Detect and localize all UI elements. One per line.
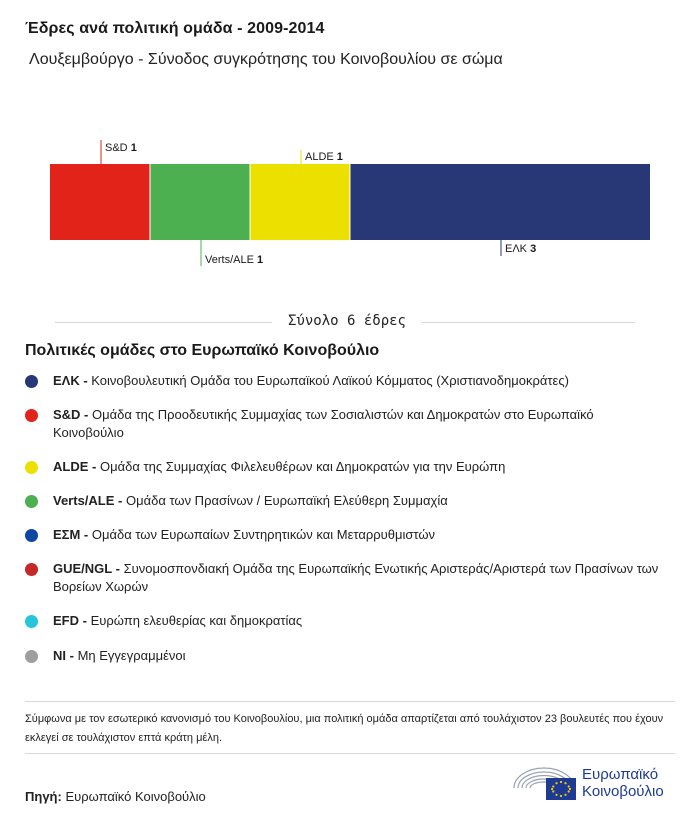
data-label-name: Verts/ALE	[205, 254, 257, 266]
legend-dot	[25, 461, 38, 474]
legend-title: Πολιτικές ομάδες στο Ευρωπαϊκό Κοινοβούλιο	[25, 342, 380, 359]
chart-subtitle: Λουξεμβούργο - Σύνοδος συγκρότησης του Κοινοβουλίου σε σώμα	[29, 51, 503, 68]
bar-segment-ελκ	[350, 164, 650, 240]
legend-dot	[25, 409, 38, 422]
european-parliament-logo	[512, 764, 682, 804]
legend-abbr: GUE/NGL -	[53, 561, 120, 576]
source-label: Πηγή:	[25, 789, 62, 804]
data-label-ελκ	[505, 243, 536, 255]
legend-abbr: S&D -	[53, 407, 89, 422]
legend-desc: Μη Εγγεγραμμένοι	[77, 648, 186, 663]
divider-left	[55, 322, 272, 323]
total-seats	[0, 312, 700, 332]
divider	[25, 753, 675, 754]
legend-dot	[25, 375, 38, 388]
legend-desc: Συνομοσπονδιακή Ομάδα της Ευρωπαϊκής Ενωτικής Αριστεράς/Αριστερά των Πρασίνων των Βορείων Χωρών	[53, 561, 659, 594]
legend-abbr: ALDE -	[53, 459, 97, 474]
bar-segment-alde	[250, 164, 350, 240]
bar-segment-verts-ale	[150, 164, 250, 240]
data-label-alde	[305, 151, 343, 163]
legend-abbr: EFD -	[53, 613, 87, 628]
divider	[25, 701, 675, 702]
legend-desc: Ομάδα της Συμμαχίας Φιλελευθέρων και Δημοκρατών για την Ευρώπη	[99, 459, 506, 474]
legend-desc: Ευρώπη ελευθερίας και δημοκρατίας	[90, 613, 303, 628]
legend-dot	[25, 495, 38, 508]
legend-abbr: Verts/ALE -	[53, 493, 123, 508]
legend-abbr: NI -	[53, 648, 74, 663]
data-label-name: S&D	[105, 142, 131, 154]
data-label-value: 1	[256, 254, 264, 266]
chart-title: Έδρες ανά πολιτική ομάδα - 2009-2014	[25, 20, 325, 37]
data-label-s-d	[105, 142, 137, 154]
legend-abbr: ΕΛΚ -	[53, 373, 88, 388]
source-value: Ευρωπαϊκό Κοινοβούλιο	[65, 789, 206, 804]
legend-abbr: ΕΣΜ -	[53, 527, 89, 542]
parliament-hemicycle-icon	[512, 764, 578, 804]
logo-line-2: Κοινοβούλιο	[582, 783, 664, 800]
legend-dot	[25, 650, 38, 663]
logo-line-1: Ευρωπαϊκό	[582, 766, 659, 783]
stacked-bar-chart	[0, 130, 700, 280]
data-label-value: 3	[530, 243, 537, 255]
legend-dot	[25, 615, 38, 628]
legend-desc: Κοινοβουλευτική Ομάδα του Ευρωπαϊκού Λαϊκού Κόμματος (Χριστιανοδημοκράτες)	[91, 373, 569, 388]
legend-desc: Ομάδα των Πρασίνων / Ευρωπαϊκή Ελεύθερη Συμμαχία	[125, 493, 448, 508]
source	[25, 789, 206, 804]
legend-dot	[25, 563, 38, 576]
data-label-name: ΕΛΚ	[505, 243, 531, 255]
data-label-value: 1	[336, 151, 343, 163]
data-label-verts-ale	[205, 254, 263, 266]
data-label-value: 1	[130, 142, 137, 154]
bar-segment-s-d	[50, 164, 150, 240]
legend-dot	[25, 529, 38, 542]
legend-desc: Ομάδα της Προοδευτικής Συμμαχίας των Σοσιαλιστών και Δημοκρατών στο Ευρωπαϊκό Κοινοβούλιο	[53, 407, 594, 440]
divider-right	[422, 322, 635, 323]
footnote: Σύμφωνα με τον εσωτερικό κανονισμό του Κοινοβουλίου, μια πολιτική ομάδα απαρτίζεται από τουλάχιστον 23 βουλευτές που έχουν εκλεγεί σε τουλάχιστον επτά κράτη μέλη.	[25, 713, 664, 744]
logo-text	[582, 766, 664, 800]
data-label-name: ALDE	[305, 151, 337, 163]
legend-desc: Ομάδα των Ευρωπαίων Συντηρητικών και Μεταρρυθμιστών	[91, 527, 436, 542]
total-seats-label: Σύνολο 6 έδρες	[287, 313, 406, 329]
